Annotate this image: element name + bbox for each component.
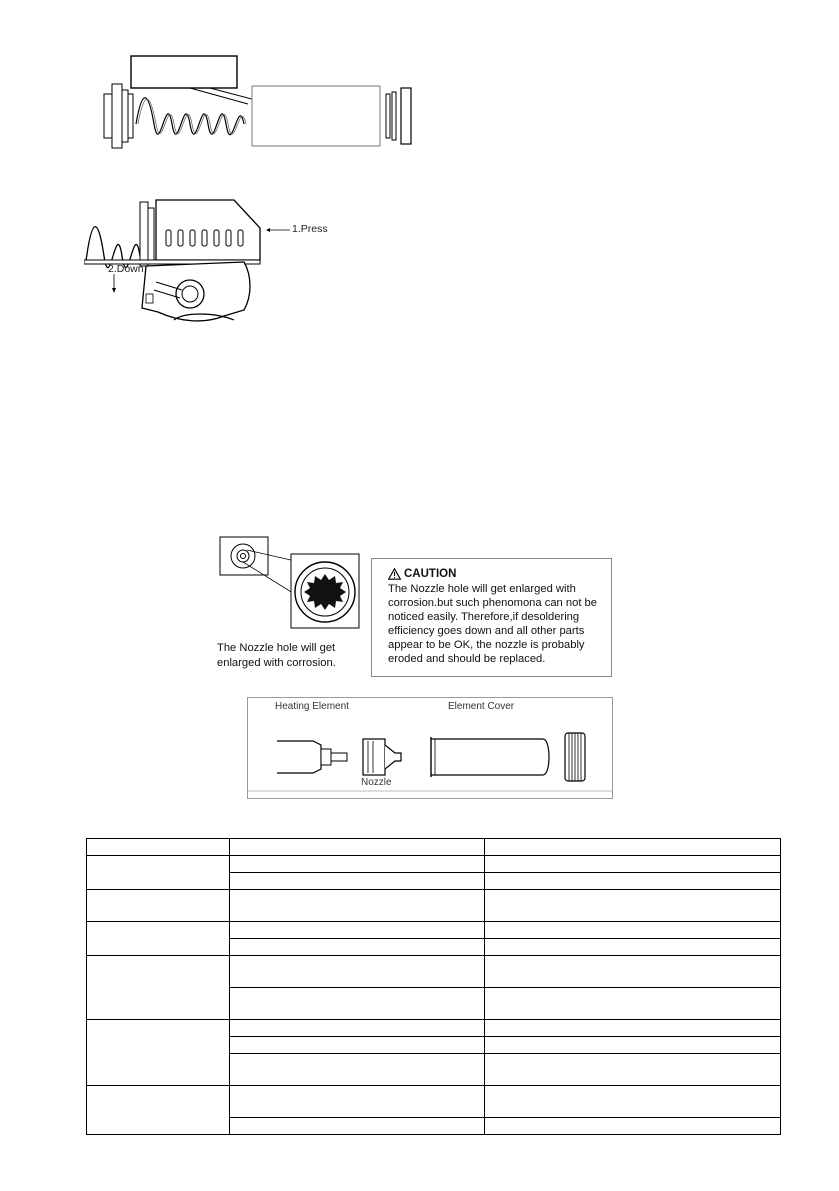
- table-cell: [485, 1037, 781, 1054]
- table-row: [87, 856, 781, 873]
- table-cell: [230, 890, 485, 922]
- table-cell: [485, 939, 781, 956]
- table-cell: [230, 1118, 485, 1135]
- table-cell: [485, 922, 781, 939]
- caution-heading: [388, 567, 601, 581]
- table-cell: [230, 956, 485, 988]
- nozzle-caption: The Nozzle hole will get enlarged with corrosion.: [217, 642, 336, 669]
- table-cell: [485, 1054, 781, 1086]
- header-cell: [485, 839, 781, 856]
- table-header-row: [87, 839, 781, 856]
- table-cell: [87, 1020, 230, 1086]
- table-row: [87, 1086, 781, 1118]
- table-cell: [230, 1086, 485, 1118]
- spring-assembly-figure: [98, 54, 418, 154]
- table-row: [87, 956, 781, 988]
- table-cell: [87, 1086, 230, 1135]
- table-cell: [485, 856, 781, 873]
- element-cover-label: Element Cover: [448, 701, 515, 712]
- table-cell: [485, 988, 781, 1020]
- press-label: 1.Press: [292, 223, 328, 235]
- table-cell: [87, 956, 230, 1020]
- table-row: [87, 922, 781, 939]
- header-cell: [87, 839, 230, 856]
- parts-figure: [247, 697, 613, 799]
- table-cell: [230, 1020, 485, 1037]
- table-cell: [230, 873, 485, 890]
- table-cell: [485, 890, 781, 922]
- table-cell: [230, 1037, 485, 1054]
- caution-title: CAUTION: [404, 568, 457, 580]
- table-cell: [230, 856, 485, 873]
- table-cell: [87, 922, 230, 956]
- nozzle-hole-figure: [219, 536, 361, 636]
- down-label: 2.Down: [108, 263, 144, 275]
- table-cell: [485, 873, 781, 890]
- troubleshooting-table: [86, 838, 781, 1135]
- table-cell: [230, 939, 485, 956]
- table-cell: [485, 1086, 781, 1118]
- table-cell: [230, 988, 485, 1020]
- warning-triangle-icon: [388, 568, 401, 580]
- caution-box: [371, 558, 612, 677]
- heating-element-label: Heating Element: [275, 701, 349, 712]
- nozzle-label: Nozzle: [361, 777, 392, 788]
- table-cell: [230, 922, 485, 939]
- table-cell: [485, 1118, 781, 1135]
- table-cell: [485, 956, 781, 988]
- table-cell: [87, 856, 230, 890]
- table-row: [87, 890, 781, 922]
- caution-text: The Nozzle hole will get enlarged with corrosion.but such phenomona can not be noticed easily. Therefore,if desoldering efficiency goes down and all other parts appear to be OK, the nozzle is probably eroded and should be replaced.: [388, 583, 597, 665]
- header-cell: [230, 839, 485, 856]
- table-cell: [230, 1054, 485, 1086]
- table-cell: [485, 1020, 781, 1037]
- press-down-figure: [84, 196, 344, 326]
- table-cell: [87, 890, 230, 922]
- table-row: [87, 1020, 781, 1037]
